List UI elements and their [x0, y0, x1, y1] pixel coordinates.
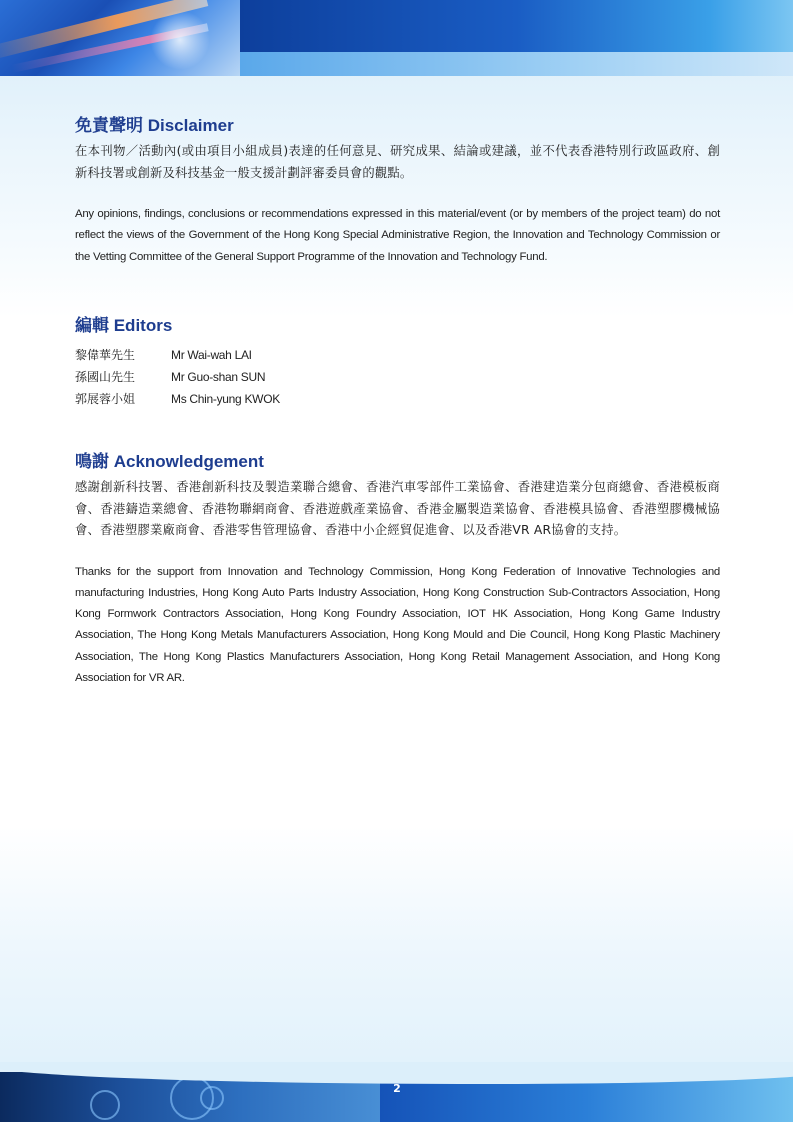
editor-name-zh: 黎偉華先生	[75, 348, 136, 362]
acknowledgement-zh-text: 感謝創新科技署、香港創新科技及製造業聯合總會、香港汽車零部件工業協會、香港建造業分包商總會、香港模板商會、香港鑄造業總會、香港物聯網商會、香港遊戲產業協會、香港金屬製造業協會、香港模具協會、香港塑膠機械協會、香港塑膠業廠商會、香港零售管理協會、香港中小企經貿促進會、以及香港VR AR協會的支持。	[75, 480, 720, 537]
acknowledgement-en-text: Thanks for the support from Innovation and Technology Commission, Hong Kong Federation of Innovative Technologies and manufacturing Industries, Hong Kong Auto Parts Industry Association, Hong Kong Construction Sub-Contractors Association, Hong Kong Formwork Contractors Association, Hong Kong Foundry Association, IOT HK Association, Hong Kong Game Industry Association, The Hong Kong Metals Manufacturers Association, Hong Kong Mould and Die Council, Hong Kong Plastic Machinery Association, The Hong Kong Plastics Manufacturers Association, Hong Kong Retail Management Association, and Hong Kong Association for VR AR.	[75, 565, 720, 684]
header-bar-light	[240, 52, 793, 76]
editors-title: 編輯 Editors	[75, 316, 173, 335]
disclaimer-title: 免責聲明 Disclaimer	[75, 116, 234, 135]
acknowledgement-title: 鳴謝 Acknowledgement	[75, 452, 264, 471]
editor-row	[75, 344, 720, 366]
editors-section	[75, 311, 720, 410]
editor-name-en: Ms Chin-yung KWOK	[171, 392, 280, 406]
disclaimer-section	[75, 111, 720, 268]
editor-row	[75, 388, 720, 410]
page-number: 2	[393, 1082, 401, 1095]
editor-name-en: Mr Guo-shan SUN	[171, 370, 266, 384]
editor-name-zh: 郭展蓉小姐	[75, 392, 136, 406]
editor-name-en: Mr Wai-wah LAI	[171, 348, 252, 362]
editor-name-zh: 孫國山先生	[75, 370, 136, 384]
header-bar	[240, 0, 793, 52]
editors-list	[75, 344, 720, 410]
acknowledgement-section	[75, 447, 720, 689]
disclaimer-zh-text: 在本刊物／活動內(或由項目小組成員)表達的任何意見、研究成果、結論或建議，並不代表香港特別行政區政府、創新科技署或創新及科技基金一般支援計劃評審委員會的觀點。	[75, 144, 720, 180]
header-photo	[0, 0, 240, 76]
editor-row	[75, 366, 720, 388]
header-banner	[0, 0, 793, 76]
disclaimer-en-text: Any opinions, findings, conclusions or recommendations expressed in this material/event (or by members of the project team) do not reflect the views of the Government of the Hong Kong Special Administrative Region, the Innovation and Technology Commission or the Vetting Committee of the General Support Programme of the Innovation and Technology Fund.	[75, 208, 720, 263]
